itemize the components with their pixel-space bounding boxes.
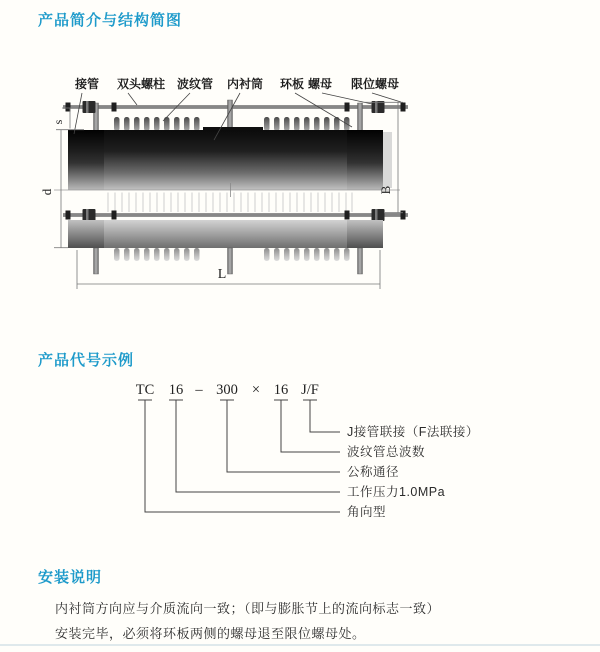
install-note-line-2: 安装完毕，必须将环板两侧的螺母退至限位螺母处。 xyxy=(55,625,366,641)
code-seg-times: × xyxy=(251,382,261,398)
product-code-diagram xyxy=(0,375,600,530)
code-expl-pressure: 工作压力1.0MPa xyxy=(347,485,446,499)
dimension-L-label: L xyxy=(217,267,227,282)
code-seg-type: TC xyxy=(135,382,155,398)
bottom-divider xyxy=(0,644,600,646)
dimension-s-lines xyxy=(56,108,84,130)
stud-left-lower xyxy=(94,248,99,274)
part-label-huanban: 环板 xyxy=(279,77,305,91)
code-seg-diameter: 300 xyxy=(216,382,238,398)
code-seg-dash: – xyxy=(195,382,203,398)
bellows-upper-left xyxy=(114,117,200,131)
install-notes xyxy=(55,597,495,646)
stud-right-upper xyxy=(358,103,363,131)
bellows-upper-right xyxy=(264,117,350,131)
code-seg-waves: 16 xyxy=(273,382,289,398)
ring-plate-left-lower xyxy=(68,220,104,248)
code-expl-type: 角向型 xyxy=(347,505,387,519)
bellows-lower-right xyxy=(264,248,350,261)
part-label-jieguan: 接管 xyxy=(74,77,100,91)
code-tree-lines xyxy=(138,400,340,512)
limit-nut-upper xyxy=(401,103,406,112)
part-label-luomu: 螺母 xyxy=(307,77,333,91)
code-seg-connection: J/F xyxy=(301,382,319,398)
pipe-stub-right xyxy=(383,132,392,188)
dimension-d-lines xyxy=(54,130,68,248)
part-label-xianweiluomu: 限位螺母 xyxy=(350,77,400,91)
section-hatch xyxy=(108,193,352,213)
code-expl-connection: J接管联接（F法联接） xyxy=(347,425,479,439)
stud-center-upper xyxy=(228,100,233,131)
ring-plate-right-lower xyxy=(347,220,383,248)
code-expl-diameter: 公称通径 xyxy=(347,465,400,479)
stud-right-lower xyxy=(358,248,363,274)
install-note-line-1: 内衬筒方向应与介质流向一致；（即与膨胀节上的流向标志一致） xyxy=(55,601,441,616)
dimension-B-label: B xyxy=(378,185,393,195)
ring-plate-left xyxy=(68,130,104,190)
dimension-d-label: d xyxy=(39,188,54,196)
bellows-lower-left xyxy=(114,248,200,261)
code-seg-pressure: 16 xyxy=(168,382,184,398)
part-label-neichentong: 内衬筒 xyxy=(226,77,264,91)
limit-nut-lower xyxy=(401,211,406,220)
ring-plate-right xyxy=(347,130,383,190)
stud-center-lower xyxy=(228,248,233,274)
section-title-product-intro: 产品简介与结构简图 xyxy=(38,12,183,29)
part-label-bowenguan: 波纹管 xyxy=(176,77,214,91)
section-title-install: 安装说明 xyxy=(38,569,103,586)
part-label-shuangtouluozhu: 双头螺柱 xyxy=(116,77,166,91)
section-title-code-example: 产品代号示例 xyxy=(38,352,135,369)
body-upper xyxy=(68,130,383,190)
structure-diagram xyxy=(0,58,600,318)
code-expl-waves: 波纹管总波数 xyxy=(347,445,426,459)
body-lower xyxy=(68,220,383,248)
dimension-s-label: s xyxy=(51,119,65,125)
